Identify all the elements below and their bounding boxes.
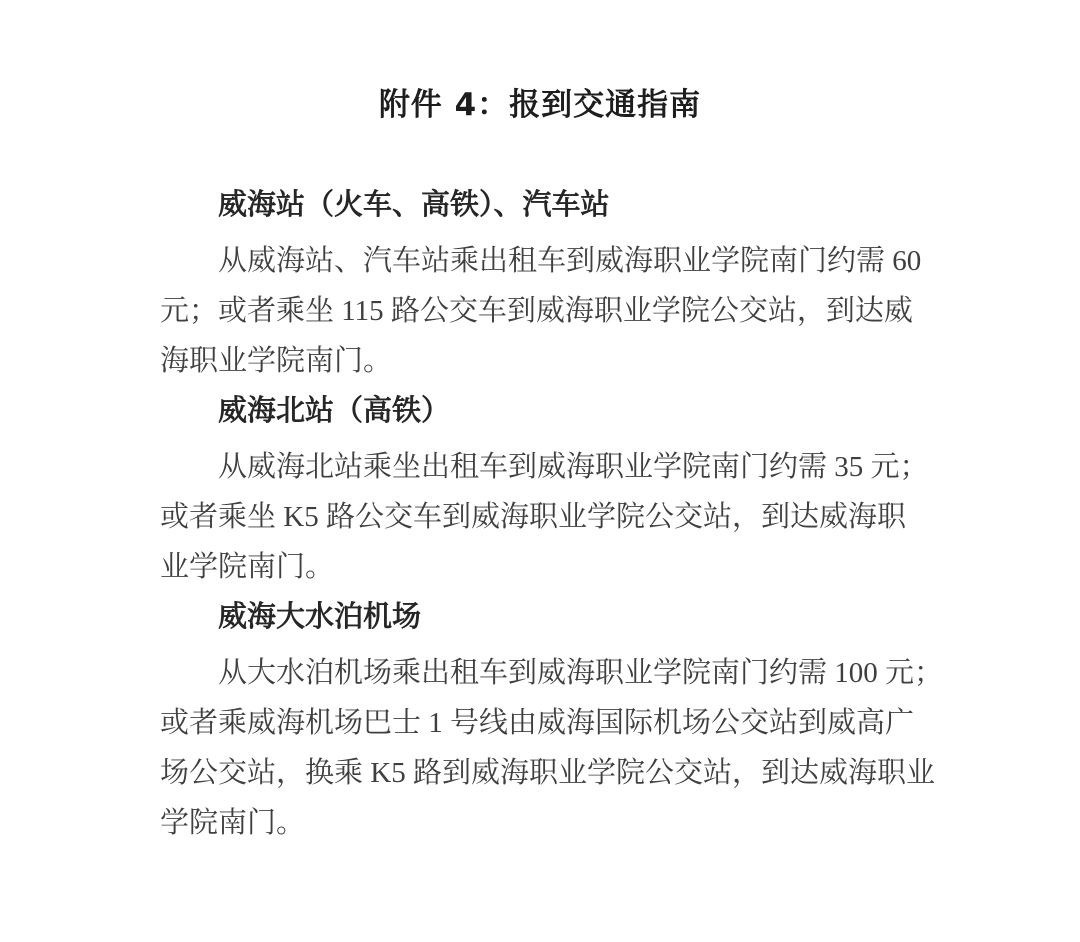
paragraph-line: 元；或者乘坐 115 路公交车到威海职业学院公交站，到达威 [160,295,913,327]
paragraph-line: 从威海站、汽车站乘出租车到威海职业学院南门约需 60 [218,245,922,277]
section-heading-weihai-north-station: 威海北站（高铁） [218,395,451,427]
paragraph-line: 学院南门。 [160,807,306,839]
paragraph-line: 或者乘坐 K5 路公交车到威海职业学院公交站，到达威海职 [160,501,906,533]
document-body [160,80,944,848]
paragraph-line: 场公交站，换乘 K5 路到威海职业学院公交站，到达威海职业 [160,757,935,789]
document-title: 附件 4：报到交通指南 [378,87,702,123]
paragraph-line: 海职业学院南门。 [160,345,393,377]
section-heading-weihai-dashuibo-airport: 威海大水泊机场 [218,601,422,633]
section-paragraph-weihai-station [160,236,920,386]
paragraph-line: 从大水泊机场乘出租车到威海职业学院南门约需 100 元； [218,657,944,689]
paragraph-line: 业学院南门。 [160,551,335,583]
section-heading-weihai-station: 威海站（火车、高铁）、汽车站 [218,189,610,221]
paragraph-line: 从威海北站乘坐出租车到威海职业学院南门约需 35 元； [218,451,929,483]
section-paragraph-weihai-north-station [160,442,929,592]
section-paragraph-weihai-dashuibo-airport [160,648,944,848]
paragraph-line: 或者乘威海机场巴士 1 号线由威海国际机场公交站到威高广 [160,707,915,739]
